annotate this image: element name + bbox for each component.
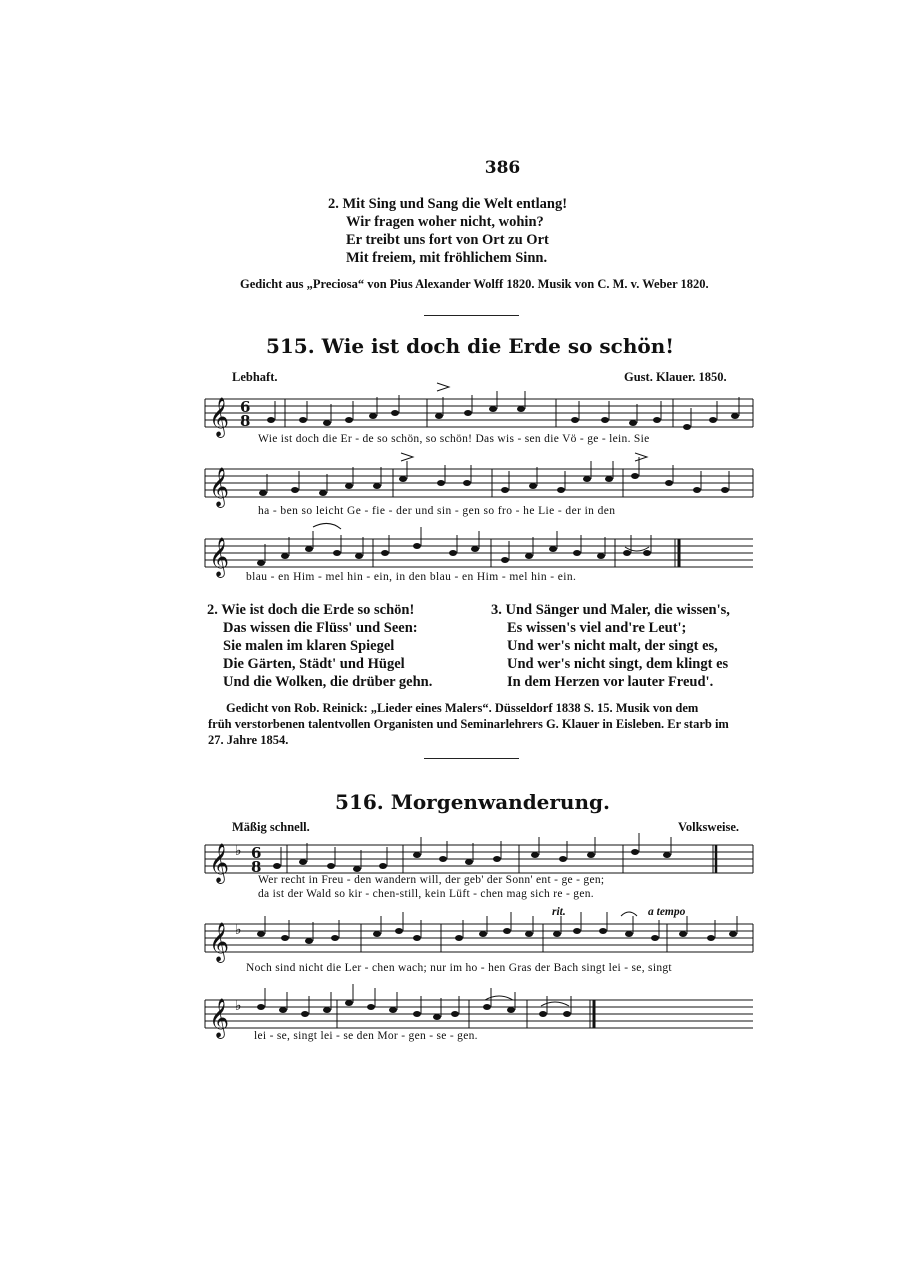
- staff-516-2: [205, 920, 755, 964]
- verse-line: Mit freiem, mit fröhlichem Sinn.: [346, 250, 548, 266]
- song-516-title: 516. Morgenwanderung.: [335, 790, 610, 814]
- a-tempo-marking: a tempo: [648, 906, 686, 918]
- page-number: 386: [484, 158, 521, 178]
- time-sig-bottom: 8: [240, 412, 251, 430]
- credit-line: Gedicht von Rob. Reinick: „Lieder eines Malers“. Düsseldorf 1838 S. 15. Musik von dem: [226, 701, 699, 715]
- stanza-line: Und wer's nicht singt, dem klingt es: [507, 656, 729, 672]
- credit-line: 27. Jahre 1854.: [208, 733, 289, 747]
- stanza-line: 2. Wie ist doch die Erde so schön!: [207, 602, 415, 618]
- song-516-composer: Volksweise.: [678, 820, 740, 834]
- flat-icon: ♭: [235, 843, 242, 859]
- lyrics-516-2: Noch sind nicht die Ler - chen wach; nur im ho - hen Gras der Bach singt lei - se, singt: [246, 962, 672, 974]
- song-515-title: 515. Wie ist doch die Erde so schön!: [265, 334, 675, 358]
- song-515-composer: Gust. Klauer. 1850.: [624, 370, 727, 384]
- treble-clef-icon: 𝄞: [209, 467, 230, 507]
- verse-514: [328, 195, 567, 267]
- verse-line: 2. Mit Sing und Sang die Welt entlang!: [328, 196, 568, 212]
- song-516-tempo: Mäßig schnell.: [232, 820, 310, 834]
- stanza-line: Das wissen die Flüss' und Seen:: [223, 620, 418, 636]
- time-sig-top: 6: [251, 844, 262, 862]
- music-staff: [205, 920, 755, 964]
- stanza-line: Sie malen im klaren Spiegel: [223, 638, 395, 654]
- verse-line: Wir fragen woher nicht, wohin?: [346, 214, 544, 230]
- rit-marking: rit.: [552, 906, 566, 918]
- song-515-tempo: Lebhaft.: [232, 370, 278, 384]
- staff-515-2: [205, 465, 755, 509]
- music-staff: [205, 465, 755, 509]
- credit-line: früh verstorbenen talentvollen Organisten und Seminarlehrers G. Klauer in Eisleben. Er starb im: [208, 717, 729, 731]
- stanza-515-2: [207, 601, 432, 691]
- stanza-line: Und wer's nicht malt, der singt es,: [507, 638, 718, 654]
- stanza-515-3: [491, 601, 730, 691]
- treble-clef-icon: 𝄞: [209, 537, 230, 577]
- divider: [424, 758, 519, 759]
- stanza-line: Und die Wolken, die drüber gehn.: [223, 674, 433, 690]
- lyrics-516-1b: da ist der Wald so kir - chen-still, kein Lüft - chen mag sich re - gen.: [258, 888, 594, 900]
- time-sig-bottom: 8: [251, 858, 262, 876]
- lyrics-515-3: blau - en Him - mel hin - ein, in den blau - en Him - mel hin - ein.: [246, 571, 577, 583]
- treble-clef-icon: 𝄞: [209, 397, 230, 437]
- stanza-line: 3. Und Sänger und Maler, die wissen's,: [491, 602, 730, 618]
- time-sig-top: 6: [240, 398, 251, 416]
- treble-clef-icon: 𝄞: [209, 922, 230, 962]
- treble-clef-icon: 𝄞: [209, 998, 230, 1038]
- credit-515: [208, 700, 753, 748]
- lyrics-516-3: lei - se, singt lei - se den Mor - gen - se - gen.: [254, 1030, 478, 1042]
- flat-icon: ♭: [235, 998, 242, 1014]
- credit-514: Gedicht aus „Preciosa“ von Pius Alexander Wolff 1820. Musik von C. M. v. Weber 1820.: [240, 277, 709, 291]
- lyrics-516-1a: Wer recht in Freu - den wandern will, der geb' der Sonn' ent - ge - gen;: [258, 874, 605, 886]
- stanza-line: Die Gärten, Städt' und Hügel: [223, 656, 405, 672]
- divider: [424, 315, 519, 316]
- verse-line: Er treibt uns fort von Ort zu Ort: [346, 232, 549, 248]
- treble-clef-icon: 𝄞: [209, 843, 230, 883]
- stanza-line: In dem Herzen vor lauter Freud'.: [507, 674, 714, 690]
- stanza-line: Es wissen's viel and're Leut';: [507, 620, 687, 636]
- lyrics-515-2: ha - ben so leicht Ge - fie - der und sin - gen so fro - he Lie - der in den: [258, 505, 616, 517]
- flat-icon: ♭: [235, 922, 242, 938]
- lyrics-515-1: Wie ist doch die Er - de so schön, so schön! Das wis - sen die Vö - ge - lein. Sie: [258, 433, 650, 445]
